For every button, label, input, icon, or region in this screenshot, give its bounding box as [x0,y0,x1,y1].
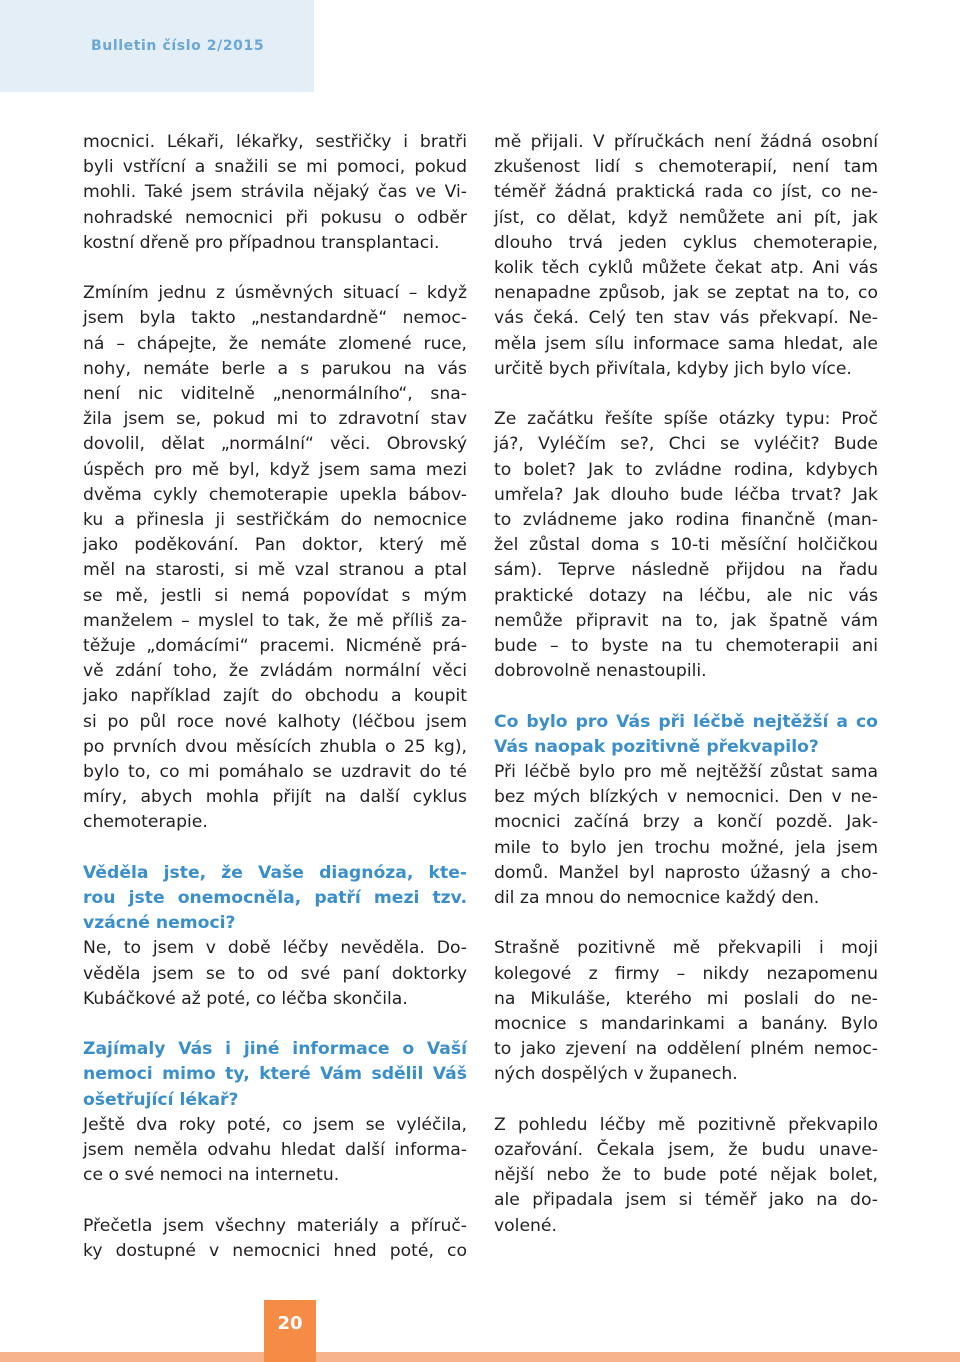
text-line: Ještě dva roky poté, co jsem se vyléčila, [83,1114,467,1135]
text-line: měla jsem sílu informace sama hledat, ale [494,333,878,354]
text-line: nemůže připravit na to, jak špatně vám [494,610,878,631]
text-line: úspěch pro mě byl, když jsem sama mezi [83,459,467,480]
text-line: nenapadne způsob, jak se zeptat na to, co [494,283,878,304]
text-line: chemoterapie. [83,812,208,833]
text-line: praktické dotazy na léčbu, ale nic vás [494,585,878,606]
text-line: ná – chápejte, že nemáte zlomené ruce, [83,333,467,354]
text-line: Ne, to jsem v době léčby nevěděla. Do- [83,938,467,959]
text-line: bude – to byste na tu chemoterapii ani [494,636,878,657]
text-line: po prvních dvou měsících zhubla o 25 kg), [83,736,467,757]
text-line: určitě bych přivítala, kdyby jich bylo více. [494,358,852,379]
paragraph-gap [494,684,878,709]
text-line: mě přijali. V příručkách není žádná osobní [494,132,878,152]
text-line: si po půl roce nové kalhoty (léčbou jsem [83,711,467,732]
text-line: jsem byla takto „nestandardně“ nemoc- [83,308,467,329]
text-line: ných dospělých v županech. [494,1064,738,1085]
text-line: se mě, jestli si nemá popovídat s mým [83,585,467,606]
text-line: věděla jsem se to od své paní doktorky [83,963,467,984]
text-line: dlouho trvá jeden cyklus chemoterapie, [494,232,878,253]
text-line: míry, abych mohla přijít na další cyklus [83,787,467,808]
question-line: Co bylo pro Vás při léčbě nejtěžší a co [494,711,878,732]
text-line: kolik těch cyklů můžete čekat atp. Ani vás [494,258,878,279]
text-line: to zvládneme jako rodina finančně (man- [494,510,878,531]
text-line: žel zůstal doma s 10-ti měsíční holčičkou [494,535,878,556]
question-line: vzácné nemoci? [83,913,236,934]
question-line: Zajímaly Vás i jiné informace o Vaší [83,1039,467,1060]
paragraph-gap [83,1012,467,1037]
text-line: dobrovolně nenastoupili. [494,661,707,682]
text-line: měl na starosti, si mě vzal stranou a ptal [83,560,467,581]
text-line: volené. [494,1215,557,1236]
text-line: sám). Teprve následně přijdou na řadu [494,560,878,581]
paragraph-gap [83,1188,467,1213]
page-number: 20 [277,1313,303,1334]
text-line: dvěma cykly chemoterapie upekla bábov- [83,484,467,505]
text-line: Z pohledu léčby mě pozitivně překvapilo [494,1114,878,1135]
text-line: mocnice s mandarinkami a banány. Bylo [494,1014,878,1035]
text-line: dil za mnou do nemocnice každý den. [494,888,820,909]
paragraph-gap [494,1088,878,1113]
text-line: kolegové z firmy – nikdy nezapomenu [494,963,878,984]
text-line: já?, Vyléčím se?, Chci se vyléčit? Bude [494,434,878,455]
left-column [83,130,467,1264]
footer-bar [0,1352,960,1362]
text-line: na Mikuláše, kterého mi poslali do ne- [494,988,878,1009]
text-line: ale připadala jsem si téměř jako na do- [494,1190,878,1211]
text-line: mile to bylo jen trochu možné, jela jsem [494,837,878,858]
right-column [494,130,878,1239]
text-line: Ze začátku řešíte spíše otázky typu: Proč [494,409,878,430]
text-line: manželem – myslel to tak, že mě příliš za- [83,610,467,631]
text-line: nohradské nemocnici při pokusu o odběr [83,207,467,228]
text-line: ozařování. Čekala jsem, že budu unave- [494,1140,878,1161]
text-line: bylo to, co mi pomáhalo se uzdravit do té [83,762,467,783]
text-line: Kubáčkové až poté, co léčba skončila. [83,988,408,1009]
text-line: domů. Manžel byl naprosto úžasný a cho- [494,862,878,883]
question-line: nemoci mimo ty, které Vám sdělil Váš [83,1064,467,1085]
text-line: Při léčbě bylo pro mě nejtěžší zůstat sama [494,762,878,783]
text-line: Zmíním jednu z úsměvných situací – když [83,283,467,304]
text-line: bez mých blízkých v nemocnici. Den v ne- [494,787,878,808]
page-number-box [264,1300,316,1362]
text-line: zkušenost lidí s chemoterapií, není tam [494,157,878,178]
bulletin-title: Bulletin číslo 2/2015 [91,38,265,54]
paragraph-gap [494,382,878,407]
text-line: téměř žádná praktická rada co jíst, co ne- [494,182,878,203]
text-line: těžuje „domácími“ pracemi. Nicméně prá- [83,636,467,657]
text-line: dovolil, dělat „normální“ věci. Obrovský [83,434,467,455]
text-line: ce o své nemoci na internetu. [83,1165,340,1186]
text-line: Strašně pozitivně mě překvapili i moji [494,938,878,959]
text-line: mocnici. Lékaři, lékařky, sestřičky i bratři [83,132,467,152]
text-line: to bolet? Jak to zvládne rodina, kdybych [494,459,878,480]
text-line: byli vstřícní a snažili se mi pomoci, pokud [83,157,467,178]
paragraph-gap [83,836,467,861]
text-line: to jako zjevení na oddělení plném nemoc- [494,1039,878,1060]
header-tab [0,0,314,92]
text-line: mocnici začíná brzy a končí pozdě. Jak- [494,812,878,833]
text-line: mohli. Také jsem strávila nějaký čas ve Vi- [83,182,467,203]
text-line: jíst, co dělat, když nemůžete ani pít, jak [494,207,878,228]
text-line: jako například zajít do obchodu a koupit [83,686,467,707]
text-line: Přečetla jsem všechny materiály a příruč- [83,1215,467,1236]
text-line: umřela? Jak dlouho bude léčba trvat? Jak [494,484,878,505]
text-line: jsem neměla odvahu hledat další informa- [83,1140,467,1161]
text-line: vě zdání toho, že zvládám normální věci [83,661,467,682]
text-line: kostní dřeně pro případnou transplantaci. [83,232,440,253]
question-line: Věděla jste, že Vaše diagnóza, kte- [83,862,467,883]
text-line: ku a přinesla ji sestřičkám do nemocnice [83,510,467,531]
text-line: nohy, nemáte berle a s parukou na vás [83,358,467,379]
paragraph-gap [83,256,467,281]
text-line: jako poděkování. Pan doktor, který mě [83,535,467,556]
text-line: ky dostupné v nemocnici hned poté, co [83,1240,467,1261]
text-line: žila jsem se, pokud mi to zdravotní stav [83,409,467,430]
paragraph-gap [494,911,878,936]
text-line: nější nebo že to bude poté nějak bolet, [494,1165,878,1186]
question-line: Vás naopak pozitivně překvapilo? [494,736,819,757]
text-line: není nic viditelně „nenormálního“, sna- [83,384,467,405]
question-line: rou jste onemocněla, patří mezi tzv. [83,888,467,909]
question-line: ošetřující lékař? [83,1089,239,1110]
text-line: vás čeká. Celý ten stav vás překvapí. Ne- [494,308,878,329]
